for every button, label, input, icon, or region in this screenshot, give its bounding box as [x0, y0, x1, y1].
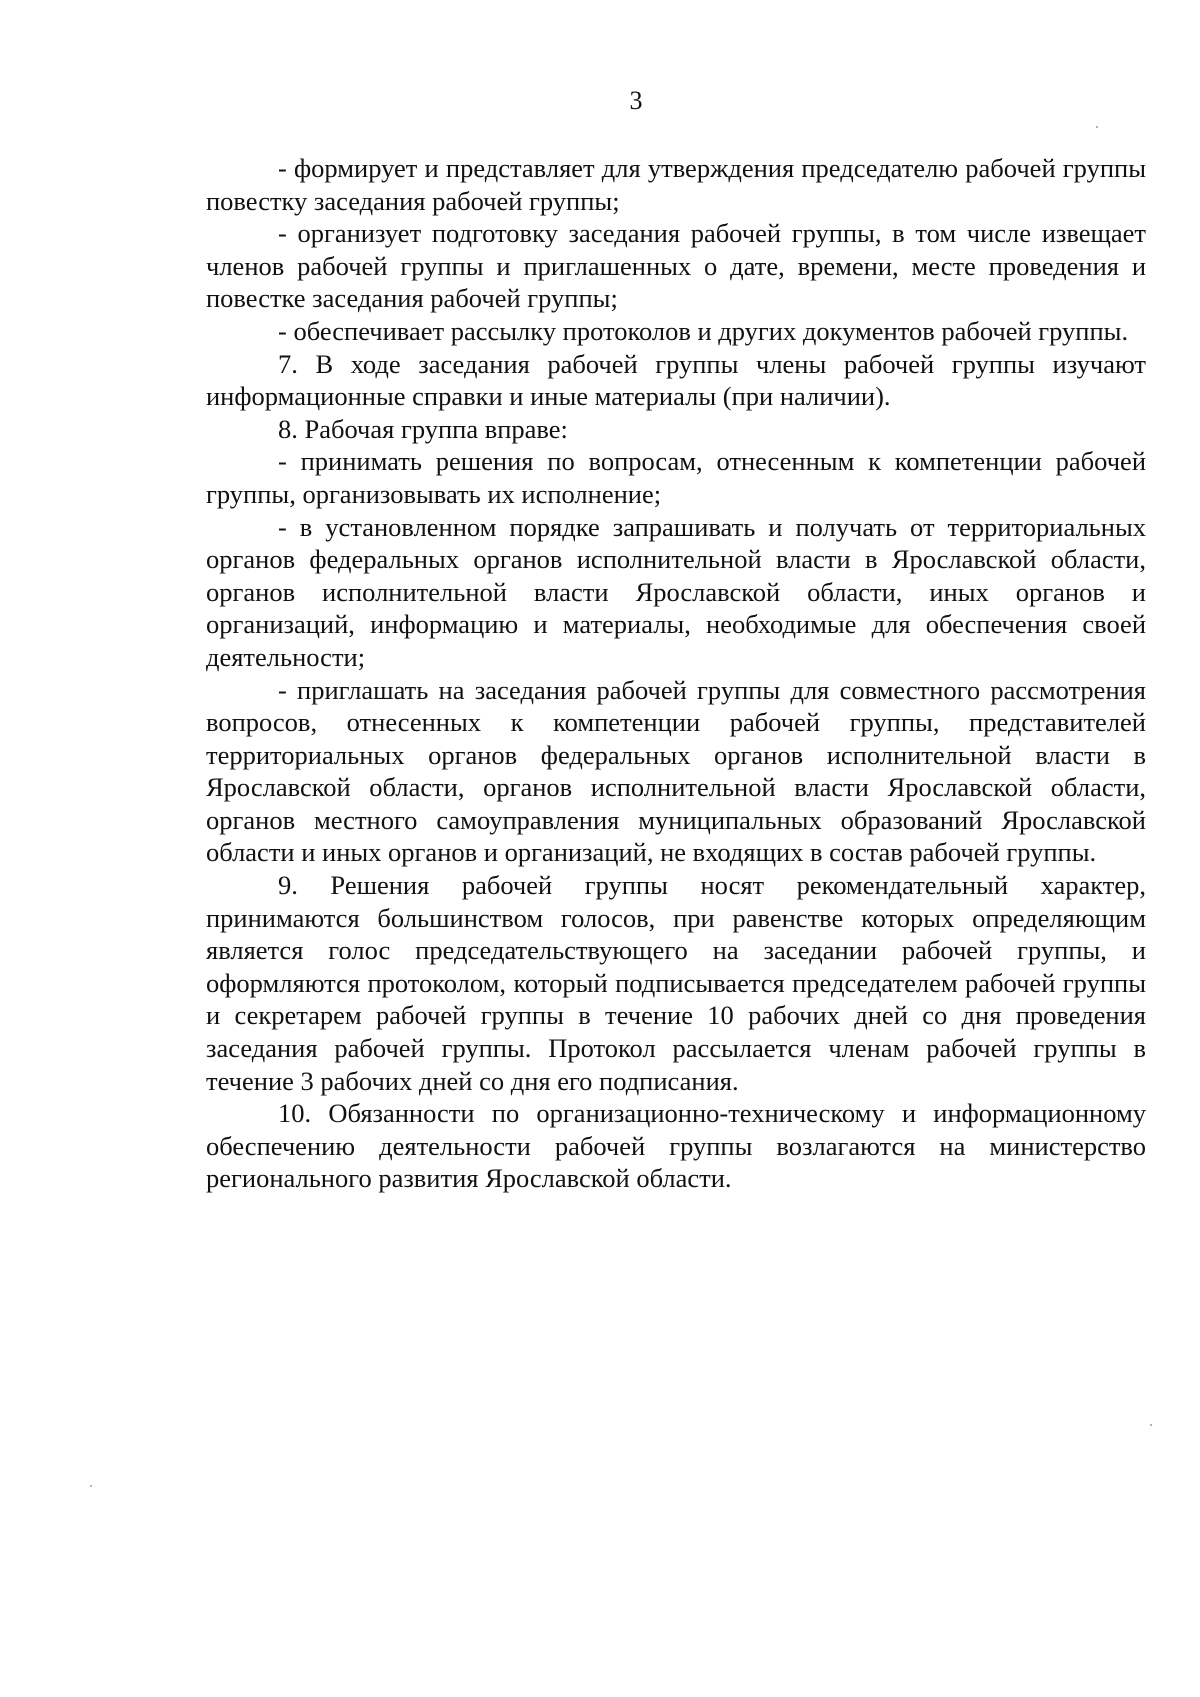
- paragraph-item-7: 7. В ходе заседания рабочей группы члены рабочей группы изучают информационные справки и иные материалы (при наличии).: [206, 348, 1146, 412]
- paragraph-item-9: 9. Решения рабочей группы носят рекомендательный характер, принимаются большинством голосов, при равенстве которых определяющим является голос председательствующего на заседании рабочей группы, и оформляются протоколом, который подписывается председателем рабочей группы и секретарем рабочей группы в течение 10 рабочих дней со дня проведения заседания рабочей группы. Протокол рассылается членам рабочей группы в течение 3 рабочих дней со дня его подписания.: [206, 870, 1146, 1096]
- document-body: [206, 152, 1146, 1195]
- paragraph-distribution: - обеспечивает рассылку протоколов и других документов рабочей группы.: [278, 315, 1129, 346]
- paragraph-request-information: - в установленном порядке запрашивать и получать от территориальных органов федеральных органов исполнительной власти в Ярославской области, органов исполнительной власти Ярославской области, иных органов и организаций, информацию и материалы, необходимые для обеспечения своей деятельности;: [206, 511, 1146, 672]
- scan-artifact: [90, 1485, 92, 1487]
- paragraph-item-10: 10. Обязанности по организационно-техническому и информационному обеспечению деятельности рабочей группы возлагаются на министерство регионального развития Ярославской области.: [206, 1098, 1146, 1194]
- scan-artifact: [1096, 126, 1098, 128]
- paragraph-item-8-heading: 8. Рабочая группа вправе:: [278, 413, 568, 444]
- scan-artifact: [1150, 1424, 1152, 1426]
- paragraph-decisions-right: - принимать решения по вопросам, отнесенным к компетенции рабочей группы, организовывать их исполнение;: [206, 446, 1146, 509]
- paragraph-meeting-preparation: - организует подготовку заседания рабочей группы, в том числе извещает членов рабочей группы и приглашенных о дате, времени, месте проведения и повестке заседания рабочей группы;: [206, 218, 1146, 314]
- paragraph-invite-representatives: - приглашать на заседания рабочей группы для совместного рассмотрения вопросов, отнесенных к компетенции рабочей группы, представителей территориальных органов федеральных органов исполнительной власти в Ярославской области, органов исполнительной власти Ярославской области, органов местного самоуправления муниципальных образований Ярославской области и иных органов и организаций, не входящих в состав рабочей группы.: [206, 674, 1146, 868]
- page-number: 3: [629, 86, 643, 115]
- paragraph-agenda: - формирует и представляет для утверждения председателю рабочей группы повестку заседания рабочей группы;: [206, 153, 1146, 216]
